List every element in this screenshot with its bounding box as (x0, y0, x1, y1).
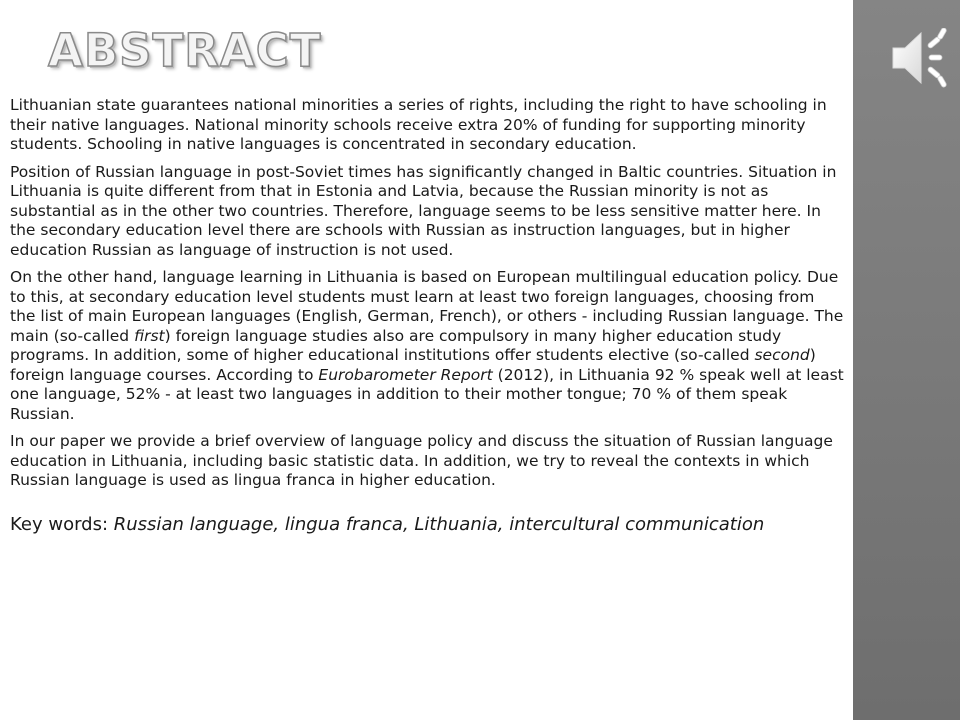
abstract-body (10, 96, 844, 554)
keywords-values: Russian language, lingua franca, Lithuania, intercultural communication (113, 513, 765, 535)
slide-title: ABSTRACT (48, 24, 322, 77)
keywords (10, 513, 844, 536)
report-title: Eurobarometer Report (318, 365, 493, 384)
keywords-label: Key words: (10, 513, 114, 535)
speaker-icon[interactable] (889, 28, 955, 88)
italic-term: first (134, 326, 165, 345)
paragraph-minority-rights: Lithuanian state guarantees national minorities a series of rights, including the right to have schooling in their native languages. National minority schools receive extra 20% of funding for supporting minority students. Schooling in native languages is concentrated in secondary education. (10, 96, 827, 153)
paragraph-text: ) foreign language studies also are compulsory in many higher education study programs. In addition, some of higher educational institutions offer students elective (so-called (10, 326, 782, 364)
paragraph-language-learning (10, 268, 844, 424)
paragraph-russian-position: Position of Russian language in post-Soviet times has significantly changed in Baltic countries. Situation in Lithuania is quite different from that in Estonia and Latvia, because the Russian minority is not as substantial as in the other two countries. Therefore, language seems to be less sensitive matter here. In the secondary education level there are schools with Russian as instruction languages, but in higher education Russian as language of instruction is not used. (10, 162, 837, 259)
slide-sidebar (853, 0, 960, 720)
paragraph-paper-overview: In our paper we provide a brief overview of language policy and discuss the situation of Russian language education in Lithuania, including basic statistic data. In addition, we try to reveal the contexts in which Russian language is used as lingua franca in higher education. (10, 432, 833, 489)
paragraph-text: (2012), in Lithuania 92 % speak well at least one language, 52% - at least two languages in addition to their mother tongue; 70 % of them speak Russian. (10, 365, 844, 423)
paragraph-text: On the other hand, language learning in Lithuania is based on European multilingual education policy. Due to this, at secondary education level students must learn at least two foreign languages, choosing from the list of main European languages (English, German, French), or others - including Russian language. The main (so-called (10, 268, 844, 345)
paragraph-text: ) foreign language courses. According to (10, 346, 816, 384)
italic-term: second (754, 346, 810, 364)
